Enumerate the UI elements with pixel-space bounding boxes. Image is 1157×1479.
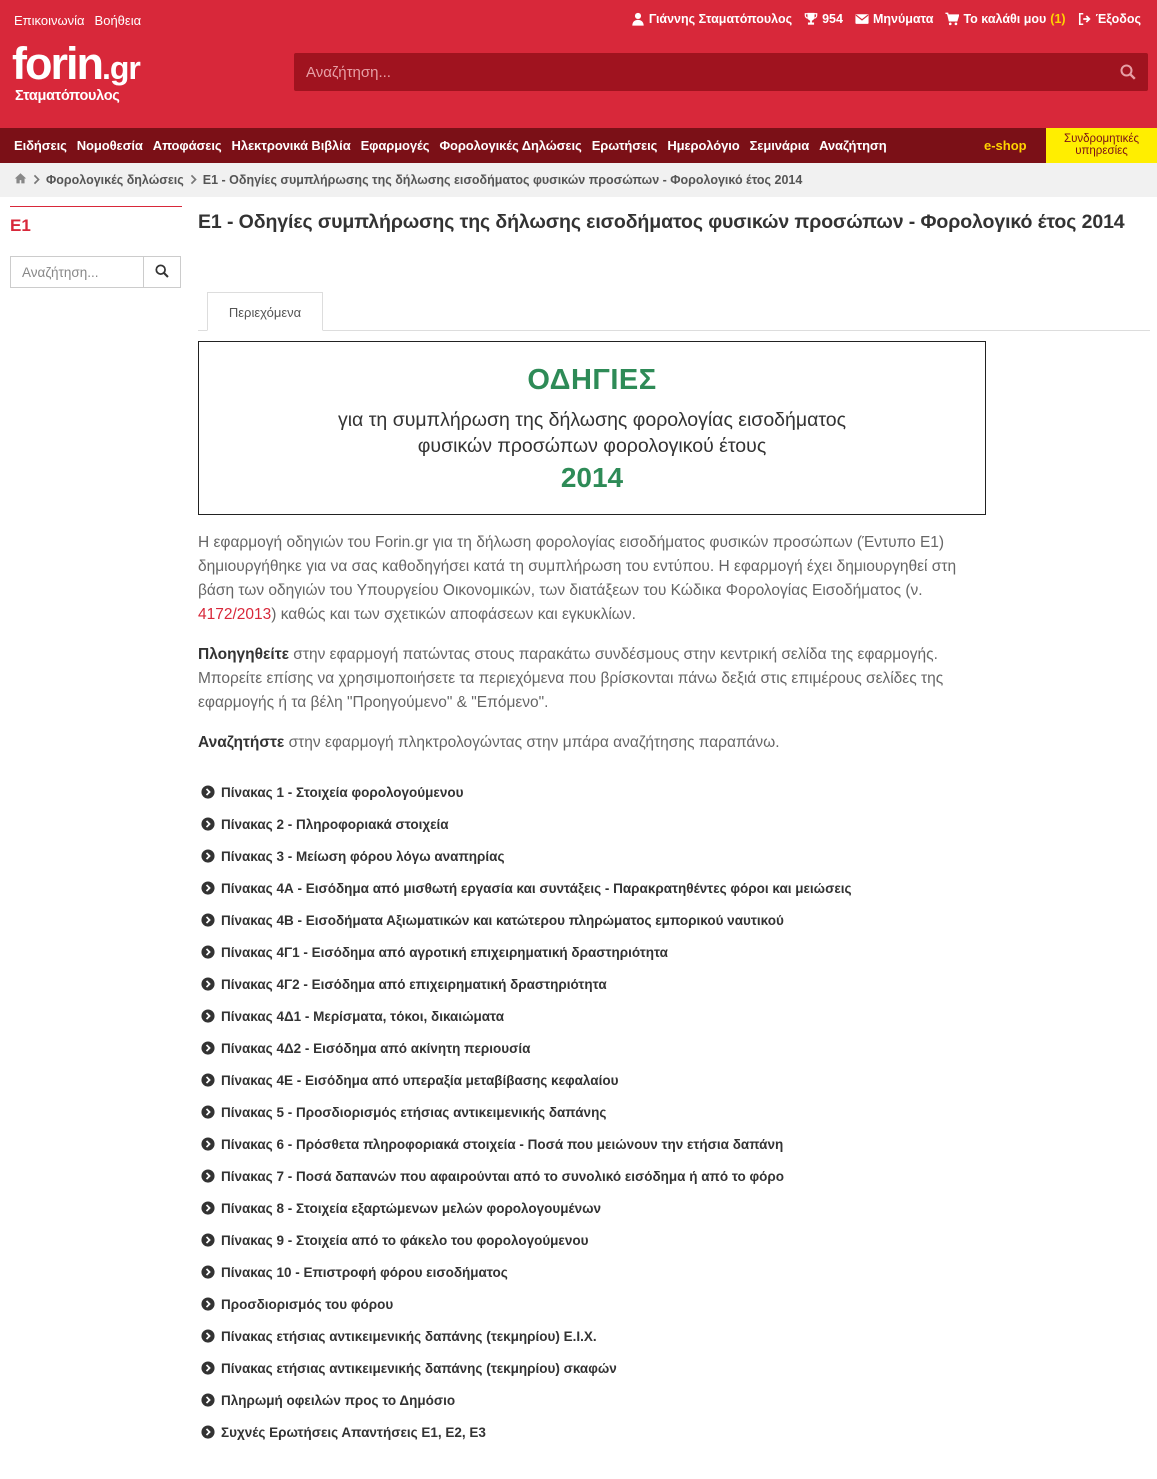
sidebar-divider (10, 206, 182, 207)
intro-paragraph-3: Αναζητήστε στην εφαρμογή πληκτρολογώντας στην μπάρα αναζήτησης παραπάνω. (198, 734, 780, 751)
top-header (0, 0, 1157, 128)
chevron-circle-right-icon (201, 1297, 215, 1311)
toc-item[interactable] (201, 936, 852, 968)
toc-item-label: Πίνακας 9 - Στοιχεία από το φάκελο του φορολογούμενου (221, 1232, 589, 1248)
toc-item-label: Πίνακας 7 - Ποσά δαπανών που αφαιρούνται από το συνολικό εισόδημα ή από το φόρο (221, 1168, 785, 1184)
chevron-circle-right-icon (201, 913, 215, 927)
tab-contents[interactable]: Περιεχόμενα (207, 292, 323, 331)
nav-item-news[interactable]: Ειδήσεις (14, 138, 67, 153)
breadcrumb-current: Ε1 - Οδηγίες συμπλήρωσης της δήλωσης εισοδήματος φυσικών προσώπων - Φορολογικό έτος 2014 (202, 173, 803, 187)
header-search (294, 53, 1148, 91)
toc-item[interactable] (201, 1352, 852, 1384)
chevron-circle-right-icon (201, 1393, 215, 1407)
utility-links (14, 13, 141, 28)
toc-item-label: Πίνακας 4Δ2 - Εισόδημα από ακίνητη περιουσία (221, 1040, 531, 1056)
toc-item-label: Προσδιορισμός του φόρου (221, 1296, 394, 1312)
toc-item[interactable] (201, 1128, 852, 1160)
toc-item[interactable] (201, 1224, 852, 1256)
chevron-circle-right-icon (201, 1425, 215, 1439)
toc-item-label: Πίνακας 3 - Μείωση φόρου λόγω αναπηρίας (221, 848, 505, 864)
toc-item[interactable] (201, 1000, 852, 1032)
nav-item-seminars[interactable]: Σεμινάρια (749, 138, 810, 153)
user-profile-link[interactable] (631, 12, 792, 26)
banner-line-1: για τη συμπλήρωση της δήλωσης φορολογίας εισοδήματος (337, 409, 847, 431)
intro-text (198, 531, 988, 771)
trophy-icon (804, 12, 818, 26)
instructions-banner (198, 341, 986, 515)
intro-paragraph-2: Πλοηγηθείτε στην εφαρμογή πατώντας στους παρακάτω συνδέσμους στην κεντρική σελίδα της εφαρμογής. Μπορείτε επίσης να χρησιμοποιήσετε τα περιεχόμενα που βρίσκονται πάνω δεξιά στις επιμέρους σελίδες της εφαρμογής ή τα βέλη "Προηγούμενο" & "Επόμενο". (198, 646, 944, 711)
toc-item[interactable] (201, 840, 852, 872)
subscriptions-button[interactable]: Συνδρομητικές υπηρεσίες (1046, 128, 1157, 163)
cart-label: Το καλάθι μου (963, 12, 1047, 26)
chevron-circle-right-icon (201, 881, 215, 895)
nav-item-tax-returns[interactable]: Φορολογικές Δηλώσεις (439, 138, 582, 153)
tabs (198, 292, 1150, 331)
search-icon[interactable] (1120, 64, 1136, 80)
toc-item-label: Πίνακας 4Δ1 - Μερίσματα, τόκοι, δικαιώματα (221, 1008, 504, 1024)
toc-item[interactable] (201, 1256, 852, 1288)
toc-item[interactable] (201, 1320, 852, 1352)
toc-item-label: Πίνακας 4Α - Εισόδημα από μισθωτή εργασία και συντάξεις - Παρακρατηθέντες φόροι και μειώσεις (221, 880, 852, 896)
toc-list (201, 776, 852, 1448)
help-link[interactable]: Βοήθεια (94, 13, 142, 28)
toc-item-label: Πίνακας 10 - Επιστροφή φόρου εισοδήματος (221, 1264, 508, 1280)
toc-item-label: Πίνακας 1 - Στοιχεία φορολογούμενου (221, 784, 464, 800)
logout-icon (1078, 12, 1092, 26)
chevron-circle-right-icon (201, 1137, 215, 1151)
chevron-circle-right-icon (201, 1361, 215, 1375)
chevron-circle-right-icon (201, 1265, 215, 1279)
chevron-circle-right-icon (201, 1233, 215, 1247)
cart-count: (1) (1050, 12, 1066, 26)
chevron-circle-right-icon (201, 945, 215, 959)
toc-item[interactable] (201, 1096, 852, 1128)
page-title: Ε1 - Οδηγίες συμπλήρωσης της δήλωσης εισοδήματος φυσικών προσώπων - Φορολογικό έτος 2014 (198, 211, 1125, 233)
sidebar-search-button[interactable] (143, 257, 180, 287)
chevron-circle-right-icon (201, 1041, 215, 1055)
toc-item-label: Πίνακας 8 - Στοιχεία εξαρτώμενων μελών φορολογουμένων (221, 1200, 602, 1216)
toc-item[interactable] (201, 904, 852, 936)
cart-link[interactable] (945, 12, 1065, 26)
nav-item-eshop[interactable]: e-shop (984, 138, 1027, 153)
chevron-circle-right-icon (201, 1105, 215, 1119)
toc-item-label: Συχνές Ερωτήσεις Απαντήσεις Ε1, Ε2, Ε3 (221, 1424, 486, 1440)
chevron-circle-right-icon (201, 785, 215, 799)
breadcrumb (0, 163, 1157, 197)
cart-icon (945, 12, 959, 26)
home-icon[interactable] (14, 172, 27, 188)
toc-item[interactable] (201, 1192, 852, 1224)
toc-item-label: Πίνακας 4Β - Εισοδήματα Αξιωματικών και κατώτερου πληρώματος εμπορικού ναυτικού (221, 912, 784, 928)
toc-item-label: Πίνακας 4Γ2 - Εισόδημα από επιχειρηματική δραστηριότητα (221, 976, 607, 992)
nav-item-legislation[interactable]: Νομοθεσία (76, 138, 143, 153)
site-logo[interactable] (12, 38, 182, 108)
nav-item-calendar[interactable]: Ημερολόγιο (667, 138, 740, 153)
toc-item[interactable] (201, 1288, 852, 1320)
chevron-circle-right-icon (201, 849, 215, 863)
user-toolbar (631, 12, 1141, 26)
nav-item-apps[interactable]: Εφαρμογές (360, 138, 430, 153)
main-navigation (0, 128, 1157, 163)
toc-item-label: Πίνακας 4Γ1 - Εισόδημα από αγροτική επιχειρηματική δραστηριότητα (221, 944, 668, 960)
logo-subtitle: Σταματόπουλος (15, 88, 120, 104)
messages-label: Μηνύματα (872, 12, 934, 26)
envelope-icon (855, 12, 869, 26)
points-count: 954 (822, 12, 843, 26)
nav-item-decisions[interactable]: Αποφάσεις (152, 138, 222, 153)
law-link[interactable]: 4172/2013 (198, 606, 272, 623)
sidebar (10, 206, 182, 236)
logout-label: Έξοδος (1095, 12, 1141, 26)
logo-brand: forin.gr (12, 38, 140, 89)
header-search-input[interactable] (294, 53, 1094, 91)
toc-item-label: Πίνακας 6 - Πρόσθετα πληροφοριακά στοιχεία - Ποσά που μειώνουν την ετήσια δαπάνη (221, 1136, 784, 1152)
nav-item-questions[interactable]: Ερωτήσεις (591, 138, 658, 153)
toc-item[interactable] (201, 1160, 852, 1192)
chevron-circle-right-icon (201, 1009, 215, 1023)
toc-item[interactable] (201, 872, 852, 904)
nav-item-ebooks[interactable]: Ηλεκτρονικά Βιβλία (231, 138, 351, 153)
toc-item-label: Πίνακας ετήσιας αντικειμενικής δαπάνης (τεκμηρίου) σκαφών (221, 1360, 617, 1376)
messages-link[interactable] (855, 12, 934, 26)
chevron-circle-right-icon (201, 1329, 215, 1343)
chevron-circle-right-icon (201, 1169, 215, 1183)
chevron-circle-right-icon (201, 1201, 215, 1215)
nav-item-search[interactable]: Αναζήτηση (819, 138, 887, 153)
user-icon (631, 12, 645, 26)
points-link[interactable] (804, 12, 843, 26)
logout-link[interactable] (1078, 12, 1141, 26)
toc-item[interactable] (201, 776, 852, 808)
intro-paragraph-1: Η εφαρμογή οδηγιών του Forin.gr για τη δήλωση φορολογίας εισοδήματος φυσικών προσώπων (Έντυπο Ε1) δημιουργήθηκε για να σας καθοδηγήσει κατά τη συμπλήρωση του εντύπου. Η εφαρμογή έχει δημιουργηθεί στη βάση των οδηγιών του Υπουργείου Οικονομικών, των διατάξεων του Κώδικα Φορολογίας Εισοδήματος (ν. 4172/2013) καθώς και των σχετικών αποφάσεων και εγκυκλίων. (198, 534, 957, 623)
banner-heading: ΟΔΗΓΙΕΣ (527, 364, 657, 396)
banner-year: 2014 (560, 462, 624, 493)
breadcrumb-tax-returns[interactable]: Φορολογικές δηλώσεις (46, 173, 184, 187)
logo-tld: .gr (101, 50, 140, 86)
toc-item[interactable] (201, 1064, 852, 1096)
chevron-right-icon (190, 173, 197, 188)
banner-line-2: φυσικών προσώπων φορολογικού έτους (417, 435, 767, 457)
user-name: Γιάννης Σταματόπουλος (648, 12, 793, 26)
toc-item-label: Πίνακας 5 - Προσδιορισμός ετήσιας αντικειμενικής δαπάνης (221, 1104, 607, 1120)
toc-item[interactable] (201, 1416, 852, 1448)
chevron-circle-right-icon (201, 817, 215, 831)
toc-item[interactable] (201, 808, 852, 840)
banner-subtitle (199, 407, 985, 459)
sidebar-search-input[interactable] (11, 257, 144, 287)
sidebar-search (10, 256, 181, 288)
chevron-circle-right-icon (201, 1073, 215, 1087)
sidebar-title[interactable]: Ε1 (10, 216, 31, 235)
toc-item-label: Πίνακας 4Ε - Εισόδημα από υπεραξία μεταβίβασης κεφαλαίου (221, 1072, 619, 1088)
toc-item-label: Πίνακας ετήσιας αντικειμενικής δαπάνης (τεκμηρίου) Ε.Ι.Χ. (221, 1328, 597, 1344)
chevron-right-icon (33, 173, 40, 188)
contact-link[interactable]: Επικοινωνία (14, 13, 85, 28)
toc-item-label: Πίνακας 2 - Πληροφοριακά στοιχεία (221, 816, 449, 832)
toc-item[interactable] (201, 1384, 852, 1416)
search-icon (155, 264, 169, 281)
toc-item[interactable] (201, 968, 852, 1000)
toc-item-label: Πληρωμή οφειλών προς το Δημόσιο (221, 1392, 456, 1408)
chevron-circle-right-icon (201, 977, 215, 991)
toc-item[interactable] (201, 1032, 852, 1064)
main-content (198, 206, 1150, 1440)
